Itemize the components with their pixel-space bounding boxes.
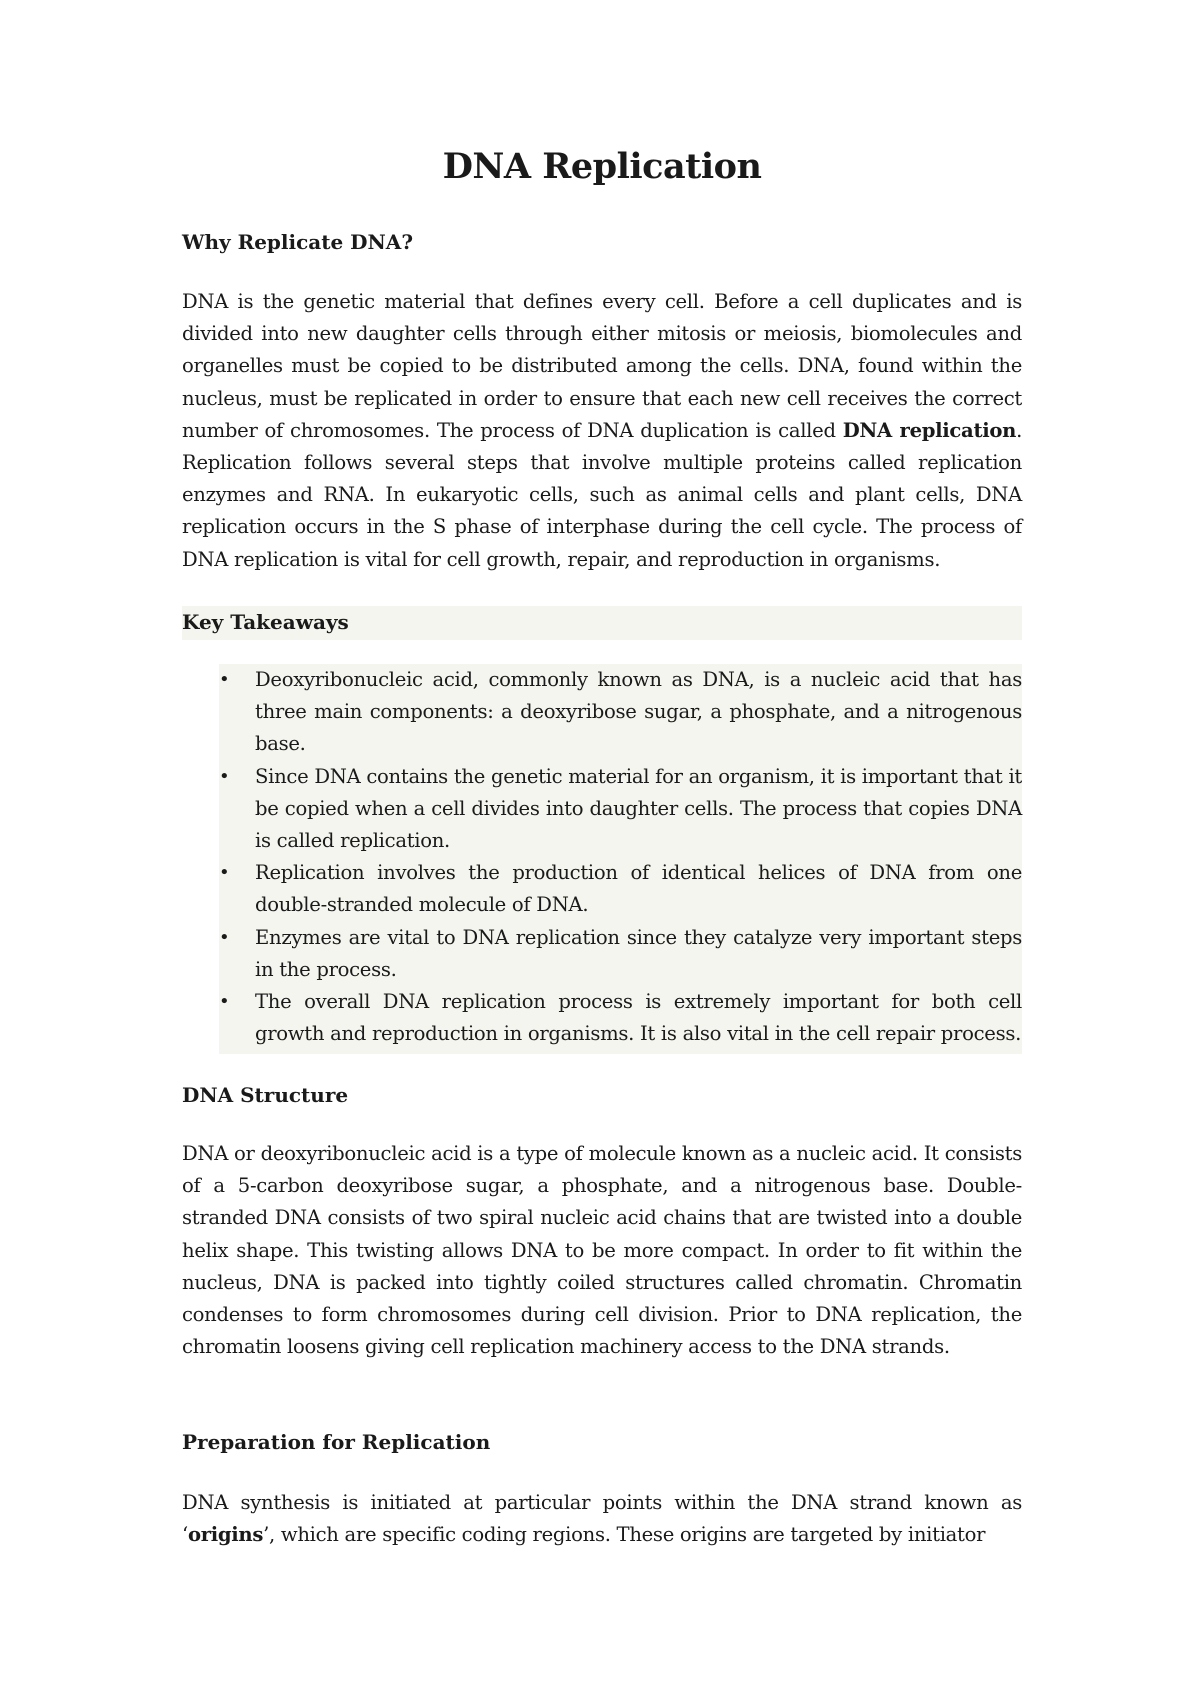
section-paragraph-preparation bbox=[182, 1487, 1022, 1551]
key-takeaways-heading-box bbox=[182, 606, 1022, 640]
key-takeaways-heading: Key Takeaways bbox=[182, 610, 349, 634]
list-item bbox=[219, 761, 1022, 858]
bold-term: origins bbox=[187, 1523, 264, 1547]
paragraph-text: ’, which are specific coding regions. These origins are targeted by initiator bbox=[263, 1523, 986, 1547]
list-item bbox=[219, 986, 1022, 1050]
list-item-text: Replication involves the production of identical helices of DNA from one double-stranded molecule of DNA. bbox=[255, 861, 1022, 917]
bullet-icon: • bbox=[219, 765, 230, 787]
section-paragraph-dna-structure: DNA or deoxyribonucleic acid is a type of molecule known as a nucleic acid. It consists of a 5-carbon deoxyribose sugar, a phosphate, and a nitrogenous base. Double-stranded DNA consists of two spiral nucleic acid chains that are twisted into a double helix shape. This twisting allows DNA to be more compact. In order to fit within the nucleus, DNA is packed into tightly coiled structures called chromatin. Chromatin condenses to form chromosomes during cell division. Prior to DNA replication, the chromatin loosens giving cell replication machinery access to the DNA strands. bbox=[182, 1142, 1022, 1359]
list-item bbox=[219, 664, 1022, 761]
bullet-icon: • bbox=[219, 669, 230, 690]
paragraph-text: . Replication follows several steps that involve multiple proteins called replication enzymes and RNA. In eukaryotic cells, such as animal cells and plant cells, DNA replication occurs in the S phase of interphase during the cell cycle. The process of DNA replication is vital for cell growth, repair, and reproduction in organisms. bbox=[182, 418, 1022, 571]
list-item bbox=[219, 857, 1022, 921]
list-item-text: Since DNA contains the genetic material for an organism, it is important that it be copied when a cell divides into daughter cells. The process that copies DNA is called replication. bbox=[255, 764, 1022, 853]
list-item-text: The overall DNA replication process is extremely important for both cell growth and reproduction in organisms. It is also vital in the cell repair process. bbox=[255, 990, 1022, 1046]
section-heading-preparation: Preparation for Replication bbox=[182, 1430, 491, 1454]
paragraph-text: DNA synthesis is initiated at particular points within the DNA strand known as ‘ bbox=[182, 1491, 1022, 1547]
list-item-text: Enzymes are vital to DNA replication since they catalyze very important steps in the process. bbox=[255, 925, 1022, 981]
paragraph-text: DNA is the genetic material that defines every cell. Before a cell duplicates and is divided into new daughter cells through either mitosis or meiosis, biomolecules and organelles must be copied to be distributed among the cells. DNA, found within the nucleus, must be replicated in order to ensure that each new cell receives the correct number of chromosomes. The process of DNA duplication is called bbox=[182, 290, 1022, 442]
key-takeaways-list bbox=[219, 664, 1022, 1054]
bullet-icon: • bbox=[219, 926, 230, 948]
section-heading-dna-structure: DNA Structure bbox=[182, 1083, 349, 1107]
bullet-icon: • bbox=[219, 862, 230, 884]
bold-term: DNA replication bbox=[842, 418, 1017, 442]
section-paragraph-why-replicate bbox=[182, 286, 1022, 576]
list-item bbox=[219, 922, 1022, 986]
document-title: DNA Replication bbox=[442, 146, 762, 187]
list-item-text: Deoxyribonucleic acid, commonly known as DNA, is a nucleic acid that has three main components: a deoxyribose sugar, a phosphate, and a nitrogenous base. bbox=[255, 668, 1022, 756]
section-heading-why-replicate: Why Replicate DNA? bbox=[182, 230, 414, 254]
bullet-icon: • bbox=[219, 991, 230, 1013]
